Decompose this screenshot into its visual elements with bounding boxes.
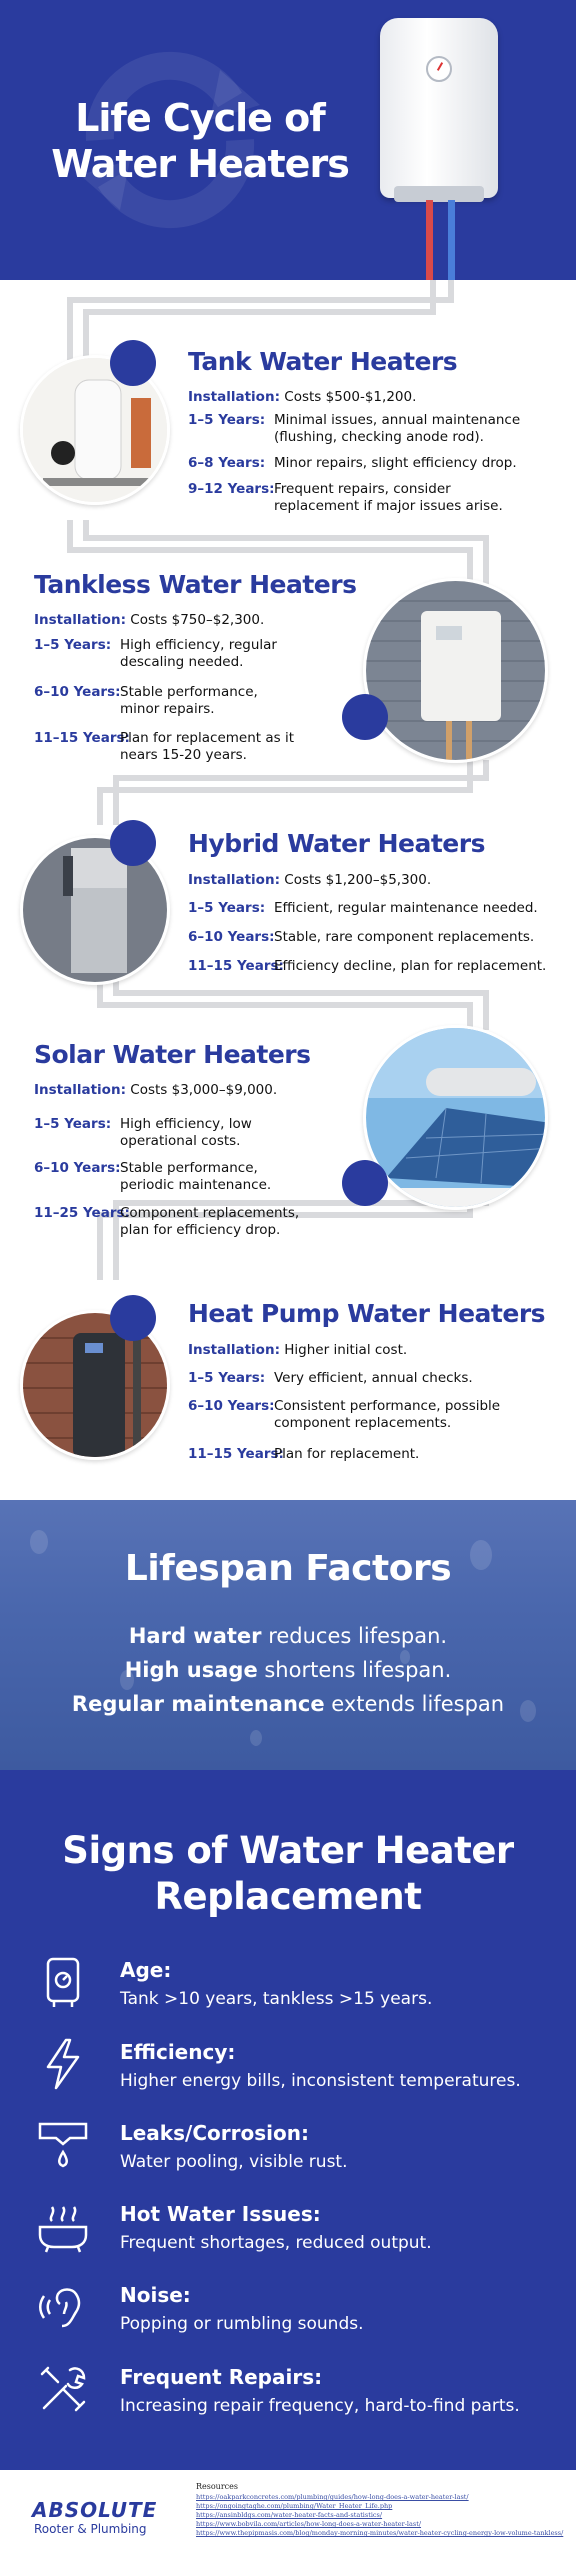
company-logo: ABSOLUTE [32,2498,158,2522]
sign-age-text: Tank >10 years, tankless >15 years. [120,1989,433,2009]
lifespan-factors-section [0,1500,576,1770]
leaking-pipe-icon [36,2118,90,2172]
section-dot [342,1160,388,1206]
sign-age-heading: Age: [120,1958,172,1982]
sign-noise-text: Popping or rumbling sounds. [120,2314,364,2334]
sign-leaks-heading: Leaks/Corrosion: [120,2121,309,2145]
wrench-screwdriver-icon [36,2362,90,2416]
tankless-installation: Installation: Costs $750–$2,300. [34,612,265,628]
hot-pipe [426,200,433,280]
solar-heater-photo [363,1025,548,1210]
resource-link[interactable]: https://www.thepipmasis.com/blog/monday-morning-minutes/water-heater-cycling-energy-low-volume-tankless/ [196,2529,564,2537]
hybrid-installation: Installation: Costs $1,200–$5,300. [188,872,432,888]
page-title [30,95,370,187]
tank-heater-title: Tank Water Heaters [188,347,458,376]
resource-link[interactable]: https://oakparkconcretes.com/plumbing/guides/how-long-does-a-water-heater-last/ [196,2493,469,2501]
water-heater-illustration [380,18,498,198]
sign-efficiency-heading: Efficiency: [120,2040,236,2064]
sign-hot-water-text: Frequent shortages, reduced output. [120,2233,432,2253]
sign-hot-water-heading: Hot Water Issues: [120,2202,321,2226]
life-cycle-section: Tank Water Heaters Installation: Costs $500-$1,200. 1–5 Years: Minimal issues, annual maintenance (flushing, checking anode rod). 6–8 Years: Minor repairs, slight efficiency drop. 9–12 Years: Frequent repairs, consider replacement if major issues arise. Tankless Water Heaters Installation: Costs $750–$2,300. 1–5 Years: High efficiency, regular descaling needed. 6–10 Years: Stable performance, minor repairs. 11–15 Years: Plan for replacement as it nears 15-20 years. Hybrid Water Heaters Installation: Costs $1,200–$5,300. 1–5 Years: Efficient, regular maintenance needed. 6–10 Years: Stable, rare component replacements. 11–15 Years: Efficiency decline, plan for replacement. Solar Water Heaters Installation: Costs $3,000–$9,000. 1–5 Years: High efficiency, low operational costs. 6–10 Years: Stable performance, periodic maintenance. 11–25 Years: Component replacements, plan for efficiency drop. Heat Pump Water Heaters Installation: Higher initial cost. 1–5 Years: Very efficient, annual checks. 6–10 Years: Consistent performance, possible component replacements. 11–15 Years: Plan for replacement. [0,280,576,1500]
sign-leaks-text: Water pooling, visible rust. [120,2152,348,2172]
lifespan-line-1: Hard water reduces lifespan. [128,1624,448,1648]
heater-base [394,186,484,202]
resource-link[interactable]: https://ongoingtaghe.com/plumbing/Water_Heater_Life.php [196,2502,393,2510]
water-droplet [250,1730,262,1746]
sign-noise-heading: Noise: [120,2283,191,2307]
solar-installation: Installation: Costs $3,000–$9,000. [34,1082,278,1098]
signs-title: Signs of Water Heater Replacement [62,1829,514,1918]
title-line-1: Life Cycle of [75,96,325,140]
resources-title: Resources [196,2482,238,2491]
footer [0,2470,576,2560]
section-dot [110,1295,156,1341]
resource-link[interactable]: https://ansinbldgs.com/water-heater-facts-and-statistics/ [196,2511,383,2519]
water-heater-icon [36,1955,90,2009]
lifespan-title: Lifespan Factors [124,1548,452,1589]
hero-header [0,0,576,280]
section-dot [110,820,156,866]
heat-pump-heater-title: Heat Pump Water Heaters [188,1299,546,1328]
resource-link[interactable]: https://www.bobvila.com/articles/how-long-does-a-water-heater-last/ [196,2520,422,2528]
lifespan-line-2: High usage shortens lifespan. [124,1658,452,1682]
lightning-bolt-icon [36,2037,90,2091]
lifespan-line-3: Regular maintenance extends lifespan [71,1692,505,1716]
sign-repairs-text: Increasing repair frequency, hard-to-find parts. [120,2396,520,2416]
sign-repairs-heading: Frequent Repairs: [120,2365,323,2389]
tankless-heater-photo [363,578,548,763]
gauge-icon [426,56,452,82]
hybrid-heater-title: Hybrid Water Heaters [188,829,485,858]
company-logo-sub: Rooter & Plumbing [34,2522,147,2536]
cold-pipe [448,200,455,280]
section-dot [342,694,388,740]
sign-efficiency-text: Higher energy bills, inconsistent temperatures. [120,2071,521,2091]
tank-installation: Installation: Costs $500-$1,200. [188,389,417,405]
section-dot [110,340,156,386]
solar-heater-title: Solar Water Heaters [34,1040,311,1069]
tankless-heater-title: Tankless Water Heaters [34,570,357,599]
ear-sound-icon [36,2280,90,2334]
heat-pump-installation: Installation: Higher initial cost. [188,1342,408,1358]
hot-bath-icon [36,2199,90,2253]
replacement-signs-section [0,1770,576,2470]
title-line-2: Water Heaters [51,142,349,186]
